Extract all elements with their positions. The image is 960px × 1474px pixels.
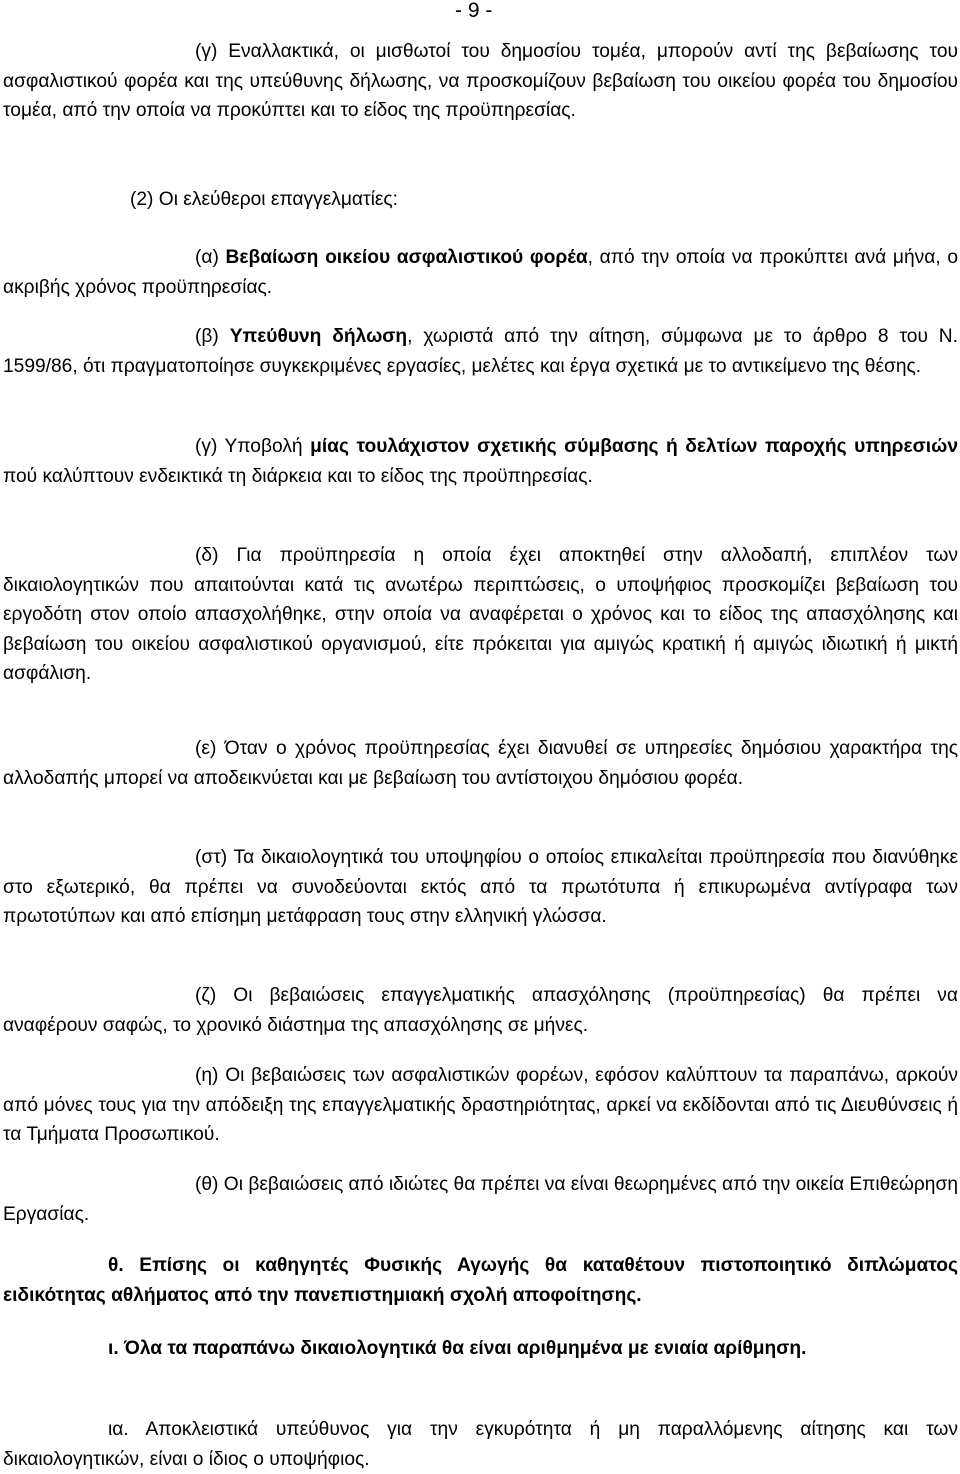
paragraph-beta-rest: , χωριστά από την αίτηση, σύμφωνα με το άρθρο 8 του Ν. 1599/86, ότι πραγματοποίησε συγκεκριμένες εργασίες, μελέτες και έργα σχετικά με το αντικείμενο της θέσης. xyxy=(3,326,958,377)
paragraph-freelancers-heading: (2) Οι ελεύθεροι επαγγελματίες: xyxy=(130,189,398,210)
paragraph-gamma-rest: πού καλύπτουν ενδεικτικά τη διάρκεια και το είδος της προϋπηρεσίας. xyxy=(3,465,593,487)
paragraph-gamma-alternative: (γ) Εναλλακτικά, οι μισθωτοί του δημοσίου τομέα, μπορούν αντί της βεβαίωσης του ασφαλιστικού φορέα και της υπεύθυνης δήλωσης, να προσκομίζουν βεβαίωση του οικείου φορέα του δημοσίου τομέα, από την οποία να προκύπτει και το είδος της προϋπηρεσίας. xyxy=(3,41,958,121)
paragraph-gamma-lead: (γ) Υποβολή xyxy=(195,436,311,457)
paragraph-beta-bold: Υπεύθυνη δήλωση xyxy=(229,326,408,347)
paragraph-epsilon-foreign-public-service: (ε) Όταν ο χρόνος προϋπηρεσίας έχει διανυθεί σε υπηρεσίες δημόσιου χαρακτήρα της αλλοδαπής μπορεί να αποδεικνύεται και με βεβαίωση του αντίστοιχου δημόσιου φορέα. xyxy=(3,738,958,789)
paragraph-beta-lead: (β) xyxy=(195,326,230,347)
paragraph-ia-responsibility: ια. Αποκλειστικά υπεύθυνος για την εγκυρότητα ή μη παραλλόμενης αίτησης και των δικαιολογητικών, είναι ο ίδιος ο υποψήφιος. xyxy=(3,1419,958,1470)
paragraph-theta-private-certificates: (θ) Οι βεβαιώσεις από ιδιώτες θα πρέπει να είναι θεωρημένες από την οικεία Επιθεώρηση Εργασίας. xyxy=(3,1174,958,1225)
paragraph-iota-numbering: ι. Όλα τα παραπάνω δικαιολογητικά θα είναι αριθμημένα με ενιαία αρίθμηση. xyxy=(108,1338,807,1359)
paragraph-alpha-lead: (α) xyxy=(195,247,226,268)
paragraph-gamma-contract xyxy=(3,432,958,491)
paragraph-gamma-bold: μίας τουλάχιστον σχετικής σύμβασης ή δελτίων παροχής υπηρεσιών xyxy=(310,436,958,457)
paragraph-theta-physical-education: θ. Επίσης οι καθηγητές Φυσικής Αγωγής θα καταθέτουν πιστοποιητικό διπλώματος ειδικότητας αθλήματος από την πανεπιστημιακή σχολή αποφοίτησης. xyxy=(3,1255,958,1306)
paragraph-alpha-bold: Βεβαίωση οικείου ασφαλιστικού φορέα xyxy=(225,247,588,268)
paragraph-beta-solemn-declaration xyxy=(3,322,958,381)
paragraph-st-translation: (στ) Τα δικαιολογητικά του υποψηφίου ο οποίος επικαλείται προϋπηρεσία που διανύθηκε στο εξωτερικό, θα πρέπει να συνοδεύονται εκτός από τα πρωτότυπα ή επικυρωμένα αντίγραφα των πρωτοτύπων και από επίσημη μετάφραση τους στην ελληνική γλώσσα. xyxy=(3,847,958,927)
paragraph-delta-foreign-experience: (δ) Για προϋπηρεσία η οποία έχει αποκτηθεί στην αλλοδαπή, επιπλέον των δικαιολογητικών που απαιτούνται κατά τις ανωτέρω περιπτώσεις, ο υποψήφιος προσκομίζει βεβαίωση του εργοδότη στον οποίο απασχολήθηκε, στην οποία να αναφέρεται ο χρόνος και το είδος της απασχόλησης και βεβαίωση του οικείου ασφαλιστικού οργανισμού, είτε πρόκειται για αμιγώς κρατική ή αμιγώς ιδιωτική ή μικτή ασφάλιση. xyxy=(3,545,958,684)
paragraph-zeta-duration: (ζ) Οι βεβαιώσεις επαγγελματικής απασχόλησης (προϋπηρεσίας) θα πρέπει να αναφέρουν σαφώς, το χρονικό διάστημα της απασχόλησης σε μήνες. xyxy=(3,985,958,1036)
paragraph-eta-insurance-bodies: (η) Οι βεβαιώσεις των ασφαλιστικών φορέων, εφόσον καλύπτουν τα παραπάνω, αρκούν από μόνες τους για την απόδειξη της επαγγελματικής δραστηριότητας, αρκεί να εκδίδονται από τις Διευθύνσεις ή τα Τμήματα Προσωπικού. xyxy=(3,1065,958,1145)
page-number: - 9 - xyxy=(455,0,493,22)
paragraph-alpha-insurance-certificate xyxy=(3,243,958,302)
paragraph-alpha-rest: , από την οποία να προκύπτει ανά μήνα, ο ακριβής χρόνος προϋπηρεσίας. xyxy=(3,247,959,298)
